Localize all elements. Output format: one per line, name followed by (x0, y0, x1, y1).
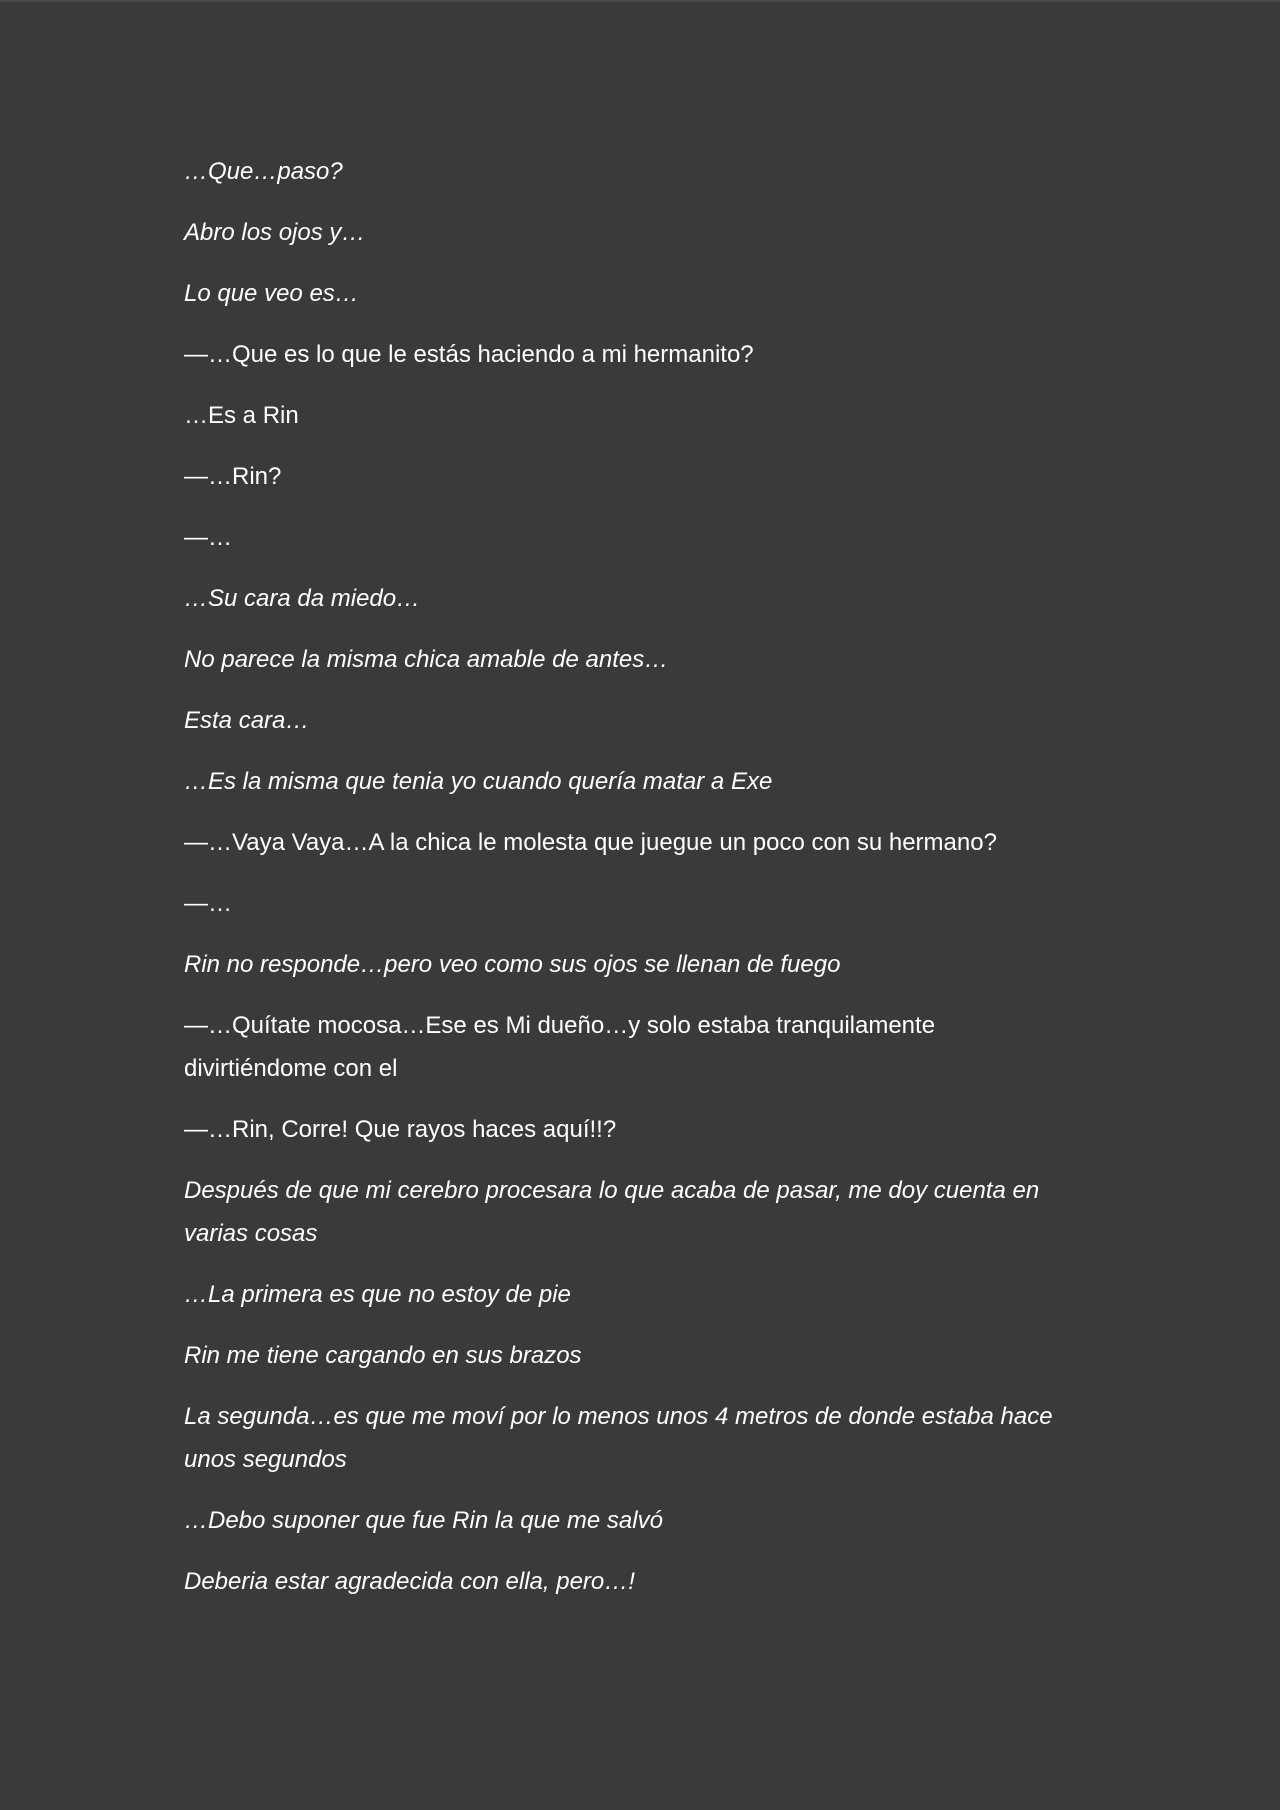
dialogue-line: —…Rin, Corre! Que rayos haces aquí!!? (184, 1116, 617, 1143)
paragraph: La segunda…es que me moví por lo menos unos 4 metros de donde estaba hace unos segundos (184, 1403, 1053, 1473)
paragraph: …Debo suponer que fue Rin la que me salvó (184, 1507, 663, 1534)
paragraph: …Que…paso? (184, 158, 343, 185)
paragraph: Después de que mi cerebro procesara lo que acaba de pasar, me doy cuenta en varias cosas (184, 1177, 1040, 1247)
dialogue-line: —…Quítate mocosa…Ese es Mi dueño…y solo estaba tranquilamente divirtiéndome con el (184, 1012, 936, 1082)
dialogue-line: —…Que es lo que le estás haciendo a mi hermanito? (184, 341, 754, 368)
paragraph: …La primera es que no estoy de pie (184, 1281, 571, 1308)
paragraph: Rin no responde…pero veo como sus ojos se llenan de fuego (184, 951, 841, 978)
paragraph: …Su cara da miedo… (184, 585, 421, 612)
paragraph: No parece la misma chica amable de antes… (184, 646, 669, 673)
paragraph: …Es la misma que tenia yo cuando quería matar a Exe (184, 768, 773, 795)
paragraph: Deberia estar agradecida con ella, pero…! (184, 1568, 635, 1595)
dialogue-line: —…Vaya Vaya…A la chica le molesta que juegue un poco con su hermano? (184, 829, 997, 856)
dialogue-line: —…Rin? (184, 463, 282, 490)
paragraph: Esta cara… (184, 707, 310, 734)
dialogue-line: —… (184, 890, 232, 917)
paragraph: …Es a Rin (184, 402, 299, 429)
dialogue-line: —… (184, 524, 232, 551)
paragraph: Lo que veo es… (184, 280, 359, 307)
page-top-edge (0, 0, 1280, 2)
document-body (184, 150, 1084, 1621)
paragraph: Abro los ojos y… (184, 219, 366, 246)
paragraph: Rin me tiene cargando en sus brazos (184, 1342, 582, 1369)
